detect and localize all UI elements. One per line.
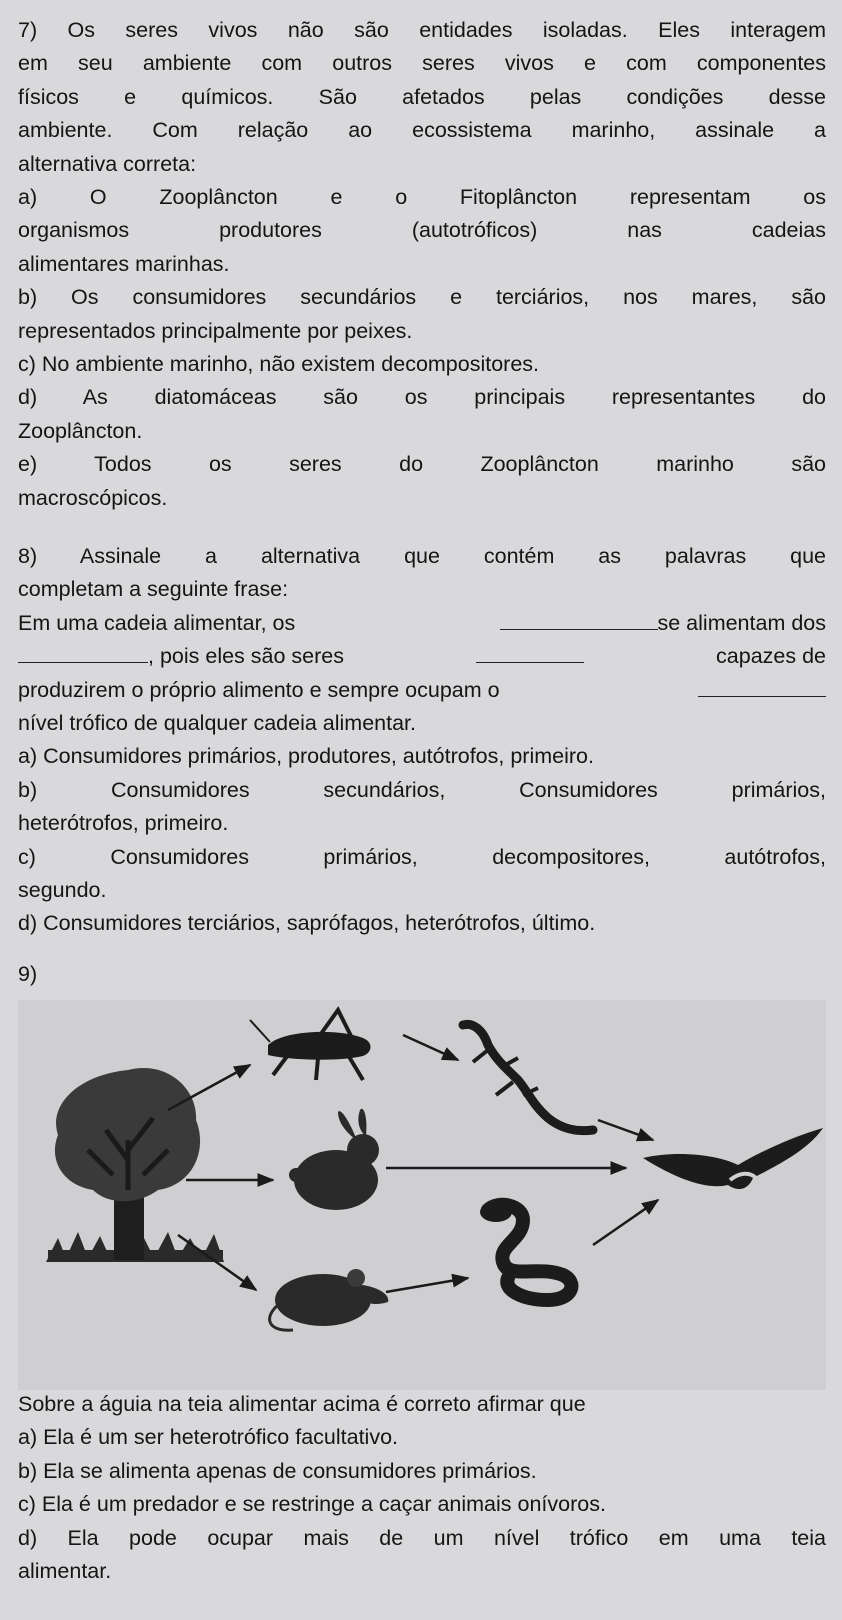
q8-option-b-line-1: b) Consumidores secundários, Consumidores primários,	[18, 777, 826, 802]
q7-option-d-line-1: d) As diatomáceas são os principais representantes do	[18, 385, 826, 410]
q8-blank-4	[698, 674, 826, 697]
q8-sentence-part-2: se alimentam dos	[657, 610, 826, 635]
q7-option-d-line-2: Zooplâncton.	[18, 418, 143, 443]
food-web-figure	[18, 1000, 826, 1390]
q9-stem: Sobre a águia na teia alimentar acima é correto afirmar que	[18, 1392, 586, 1416]
q8-sentence-line-3	[18, 674, 826, 707]
q8-stem-line-2: completam a seguinte frase:	[18, 577, 289, 602]
q7-option-e-line-2: macroscópicos.	[18, 485, 168, 510]
q8-option-c-line-2: segundo.	[18, 878, 107, 903]
q9-option-a: a) Ela é um ser heterotrófico facultativo.	[18, 1425, 399, 1450]
q7-stem-line-2: em seu ambiente com outros seres vivos e com componentes	[18, 51, 826, 76]
q7-stem-line-5: alternativa correta:	[18, 151, 197, 176]
q8-sentence-line-2	[18, 640, 826, 673]
question-9-header	[18, 958, 826, 991]
q9-option-c: c) Ela é um predador e se restringe a caçar animais onívoros.	[18, 1492, 606, 1517]
question-9	[18, 1388, 826, 1588]
q8-option-a: a) Consumidores primários, produtores, autótrofos, primeiro.	[18, 744, 594, 769]
q8-option-b-line-2: heterótrofos, primeiro.	[18, 811, 229, 836]
food-web-diagram	[18, 1000, 826, 1390]
q7-stem-line-4: ambiente. Com relação ao ecossistema marinho, assinale a	[18, 118, 826, 143]
q7-option-c: c) No ambiente marinho, não existem decompositores.	[18, 352, 540, 377]
q8-option-c-line-1: c) Consumidores primários, decompositores, autótrofos,	[18, 844, 826, 869]
q8-sentence-part-1: Em uma cadeia alimentar, os	[18, 610, 296, 635]
q7-option-a-line-3: alimentares marinhas.	[18, 251, 230, 276]
question-7	[18, 14, 826, 515]
q8-option-d: d) Consumidores terciários, saprófagos, heterótrofos, último.	[18, 911, 596, 936]
q8-blank-2	[18, 640, 148, 663]
q9-option-d-line-1: d) Ela pode ocupar mais de um nível trófico em uma teia	[18, 1525, 826, 1550]
q8-sentence-part-5: produzirem o próprio alimento e sempre ocupam o	[18, 677, 500, 702]
q7-option-b-line-2: representados principalmente por peixes.	[18, 318, 413, 343]
q8-blank-1	[500, 607, 658, 630]
q8-sentence-line-4: nível trófico de qualquer cadeia alimentar.	[18, 711, 416, 736]
q7-stem-line-3: físicos e químicos. São afetados pelas condições desse	[18, 84, 826, 109]
q7-option-a-line-2: organismos produtores (autotróficos) nas cadeias	[18, 218, 826, 243]
q7-option-a-line-1: a) O Zooplâncton e o Fitoplâncton representam os	[18, 185, 826, 210]
q9-number: 9)	[18, 962, 38, 986]
q8-sentence-line-1	[18, 607, 826, 640]
q8-sentence-part-4: capazes de	[716, 644, 826, 669]
q7-option-b-line-1: b) Os consumidores secundários e terciários, nos mares, são	[18, 285, 826, 310]
q8-sentence-part-3: , pois eles são seres	[148, 644, 344, 669]
question-8	[18, 540, 826, 941]
q8-blank-3	[476, 640, 584, 663]
q8-stem-line-1: 8) Assinale a alternativa que contém as palavras que	[18, 544, 826, 568]
q7-stem-line-1: 7) Os seres vivos não são entidades isoladas. Eles interagem	[18, 18, 826, 42]
q7-option-e-line-1: e) Todos os seres do Zooplâncton marinho são	[18, 452, 826, 477]
q9-option-d-line-2: alimentar.	[18, 1559, 112, 1584]
q9-option-b: b) Ela se alimenta apenas de consumidores primários.	[18, 1458, 537, 1483]
